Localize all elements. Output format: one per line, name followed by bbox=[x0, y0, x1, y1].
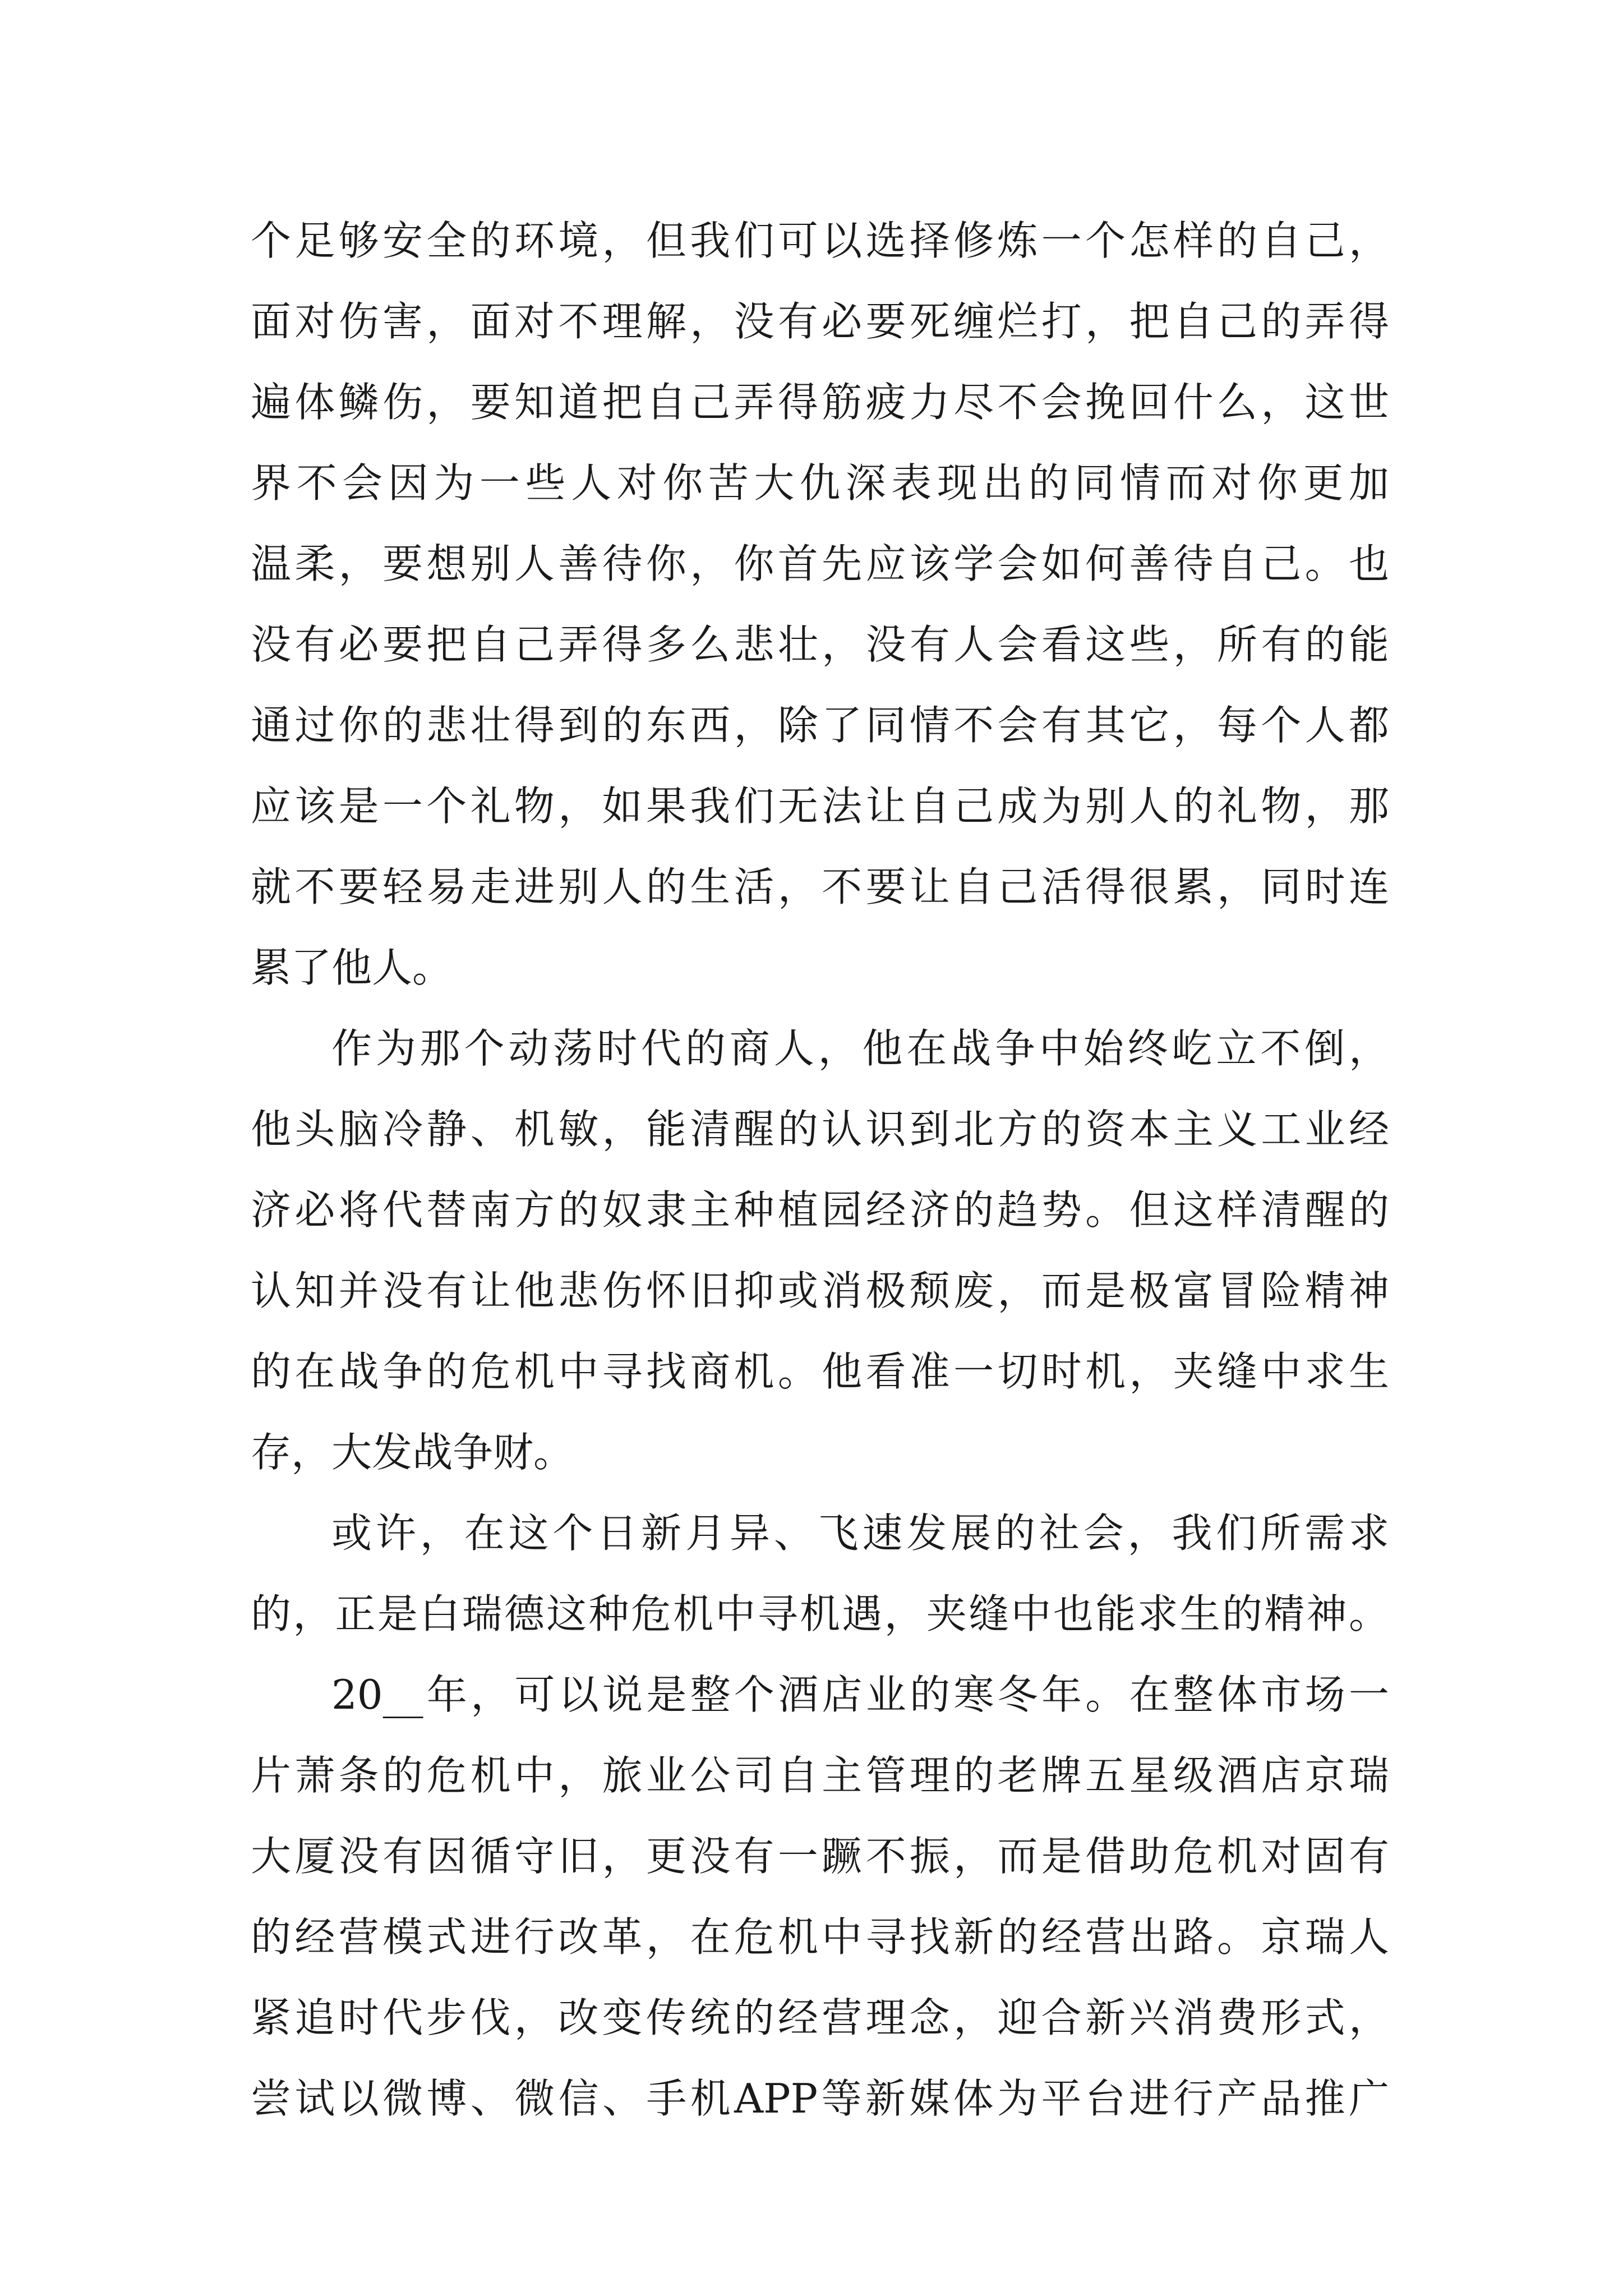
text-line: 的，正是白瑞德这种危机中寻机遇，夹缝中也能求生的精神。 bbox=[251, 1590, 1389, 1637]
text-line: 大厦没有因循守旧，更没有一蹶不振，而是借助危机对固有 bbox=[251, 1833, 1389, 1880]
text-line: 应该是一个礼物，如果我们无法让自己成为别人的礼物，那 bbox=[251, 783, 1389, 830]
text-line: 的经营模式进行改革，在危机中寻找新的经营出路。京瑞人 bbox=[251, 1913, 1389, 1961]
text-line: 累了他人。 bbox=[251, 944, 453, 991]
text-line: 认知并没有让他悲伤怀旧抑或消极颓废，而是极富冒险精神 bbox=[251, 1267, 1389, 1314]
text-line: 20__年，可以说是整个酒店业的寒冬年。在整体市场一 bbox=[331, 1671, 1389, 1718]
text-line: 温柔，要想别人善待你，你首先应该学会如何善待自己。也 bbox=[251, 540, 1389, 587]
document-body bbox=[251, 200, 1389, 2139]
text-line: 紧追时代步伐，改变传统的经营理念，迎合新兴消费形式， bbox=[251, 1994, 1389, 2041]
text-line: 个足够安全的环境，但我们可以选择修炼一个怎样的自己， bbox=[251, 217, 1389, 264]
text-line: 通过你的悲壮得到的东西，除了同情不会有其它，每个人都 bbox=[251, 702, 1389, 749]
text-line: 遍体鳞伤，要知道把自己弄得筋疲力尽不会挽回什么，这世 bbox=[251, 379, 1389, 426]
text-line: 没有必要把自己弄得多么悲壮，没有人会看这些，所有的能 bbox=[251, 621, 1389, 668]
text-line: 界不会因为一些人对你苦大仇深表现出的同情而对你更加 bbox=[251, 459, 1389, 507]
text-line: 他头脑冷静、机敏，能清醒的认识到北方的资本主义工业经 bbox=[251, 1106, 1389, 1153]
text-line: 的在战争的危机中寻找商机。他看准一切时机，夹缝中求生 bbox=[251, 1348, 1389, 1395]
text-line: 就不要轻易走进别人的生活，不要让自己活得很累，同时连 bbox=[251, 863, 1389, 910]
text-line: 尝试以微博、微信、手机APP等新媒体为平台进行产品推广 bbox=[251, 2075, 1389, 2122]
text-line: 作为那个动荡时代的商人，他在战争中始终屹立不倒， bbox=[331, 1025, 1389, 1072]
text-line: 存，大发战争财。 bbox=[251, 1429, 574, 1476]
text-line: 济必将代替南方的奴隶主种植园经济的趋势。但这样清醒的 bbox=[251, 1186, 1389, 1234]
text-line: 面对伤害，面对不理解，没有必要死缠烂打，把自己的弄得 bbox=[251, 298, 1389, 345]
text-line: 片萧条的危机中，旅业公司自主管理的老牌五星级酒店京瑞 bbox=[251, 1752, 1389, 1799]
text-line: 或许，在这个日新月异、飞速发展的社会，我们所需求 bbox=[331, 1510, 1389, 1557]
